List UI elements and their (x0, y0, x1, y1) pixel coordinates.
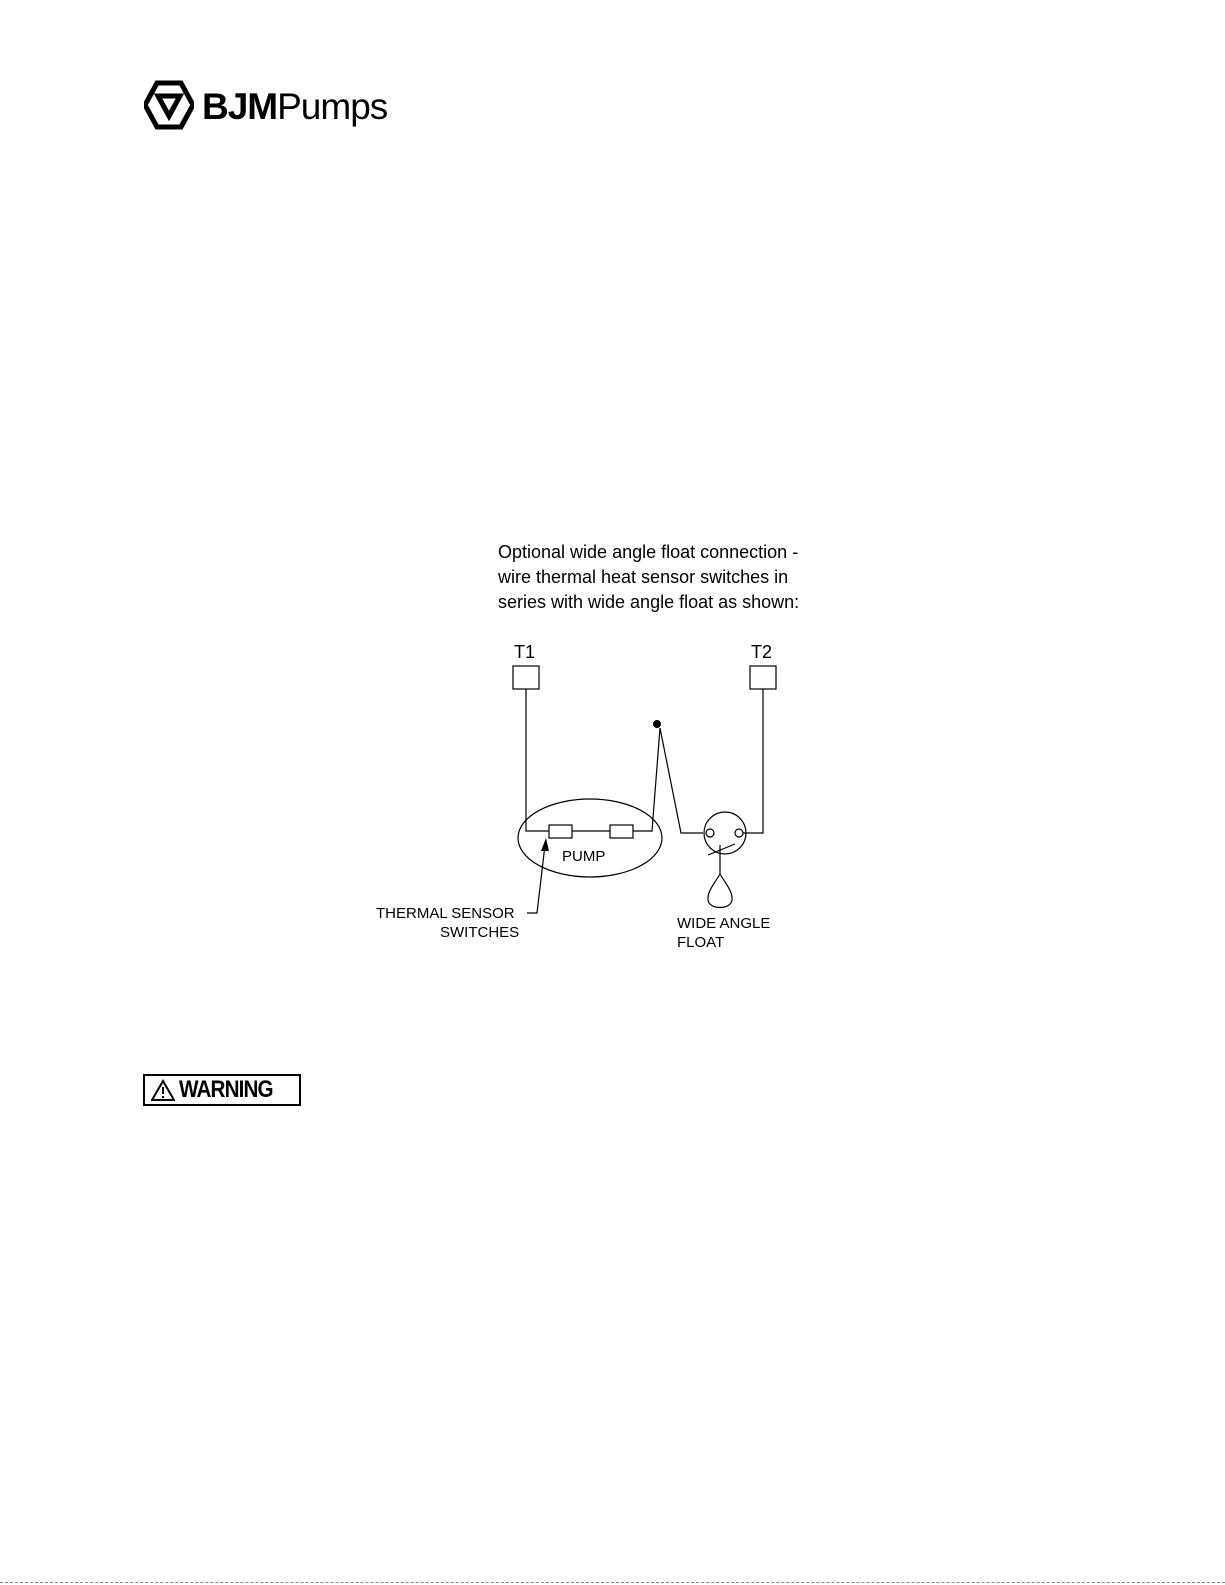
terminal-t2-box (750, 666, 776, 689)
warning-badge (143, 1074, 301, 1106)
wire-float-to-t2 (743, 689, 763, 833)
sensor-leader-line (527, 845, 545, 913)
wire-switch-to-junction (633, 728, 660, 831)
terminal-t1-box (513, 666, 539, 689)
float-label-line-2: FLOAT (677, 934, 725, 951)
pump-label: PUMP (562, 848, 606, 865)
float-label-line-1: WIDE ANGLE (677, 915, 771, 932)
warning-triangle-icon (151, 1079, 175, 1101)
float-bulb (708, 874, 732, 908)
terminal-t1-label: T1 (514, 642, 536, 662)
sensor-label-line-2: SWITCHES (440, 924, 520, 941)
float-contact-right (735, 829, 743, 837)
brand-name-bold: BJM (202, 86, 278, 127)
warning-label: WARNING (179, 1076, 273, 1103)
caption-line-2: wire thermal heat sensor switches in (498, 567, 789, 587)
float-contact-left (706, 829, 714, 837)
junction-dot (653, 720, 661, 728)
thermal-switch-1 (549, 825, 572, 838)
page-bottom-rule (0, 1582, 1225, 1583)
terminal-t2-label: T2 (751, 642, 773, 662)
thermal-switch-2 (610, 825, 633, 838)
wire-junction-to-float (660, 728, 703, 833)
sensor-leader-arrow (541, 838, 549, 851)
wire-t1-to-pump (526, 689, 549, 831)
caption-line-3: series with wide angle float as shown: (498, 592, 800, 612)
sensor-label-line-1: THERMAL SENSOR (376, 905, 515, 922)
caption-line-1: Optional wide angle float connection - (498, 542, 799, 562)
brand-name-light: Pumps (277, 86, 388, 127)
